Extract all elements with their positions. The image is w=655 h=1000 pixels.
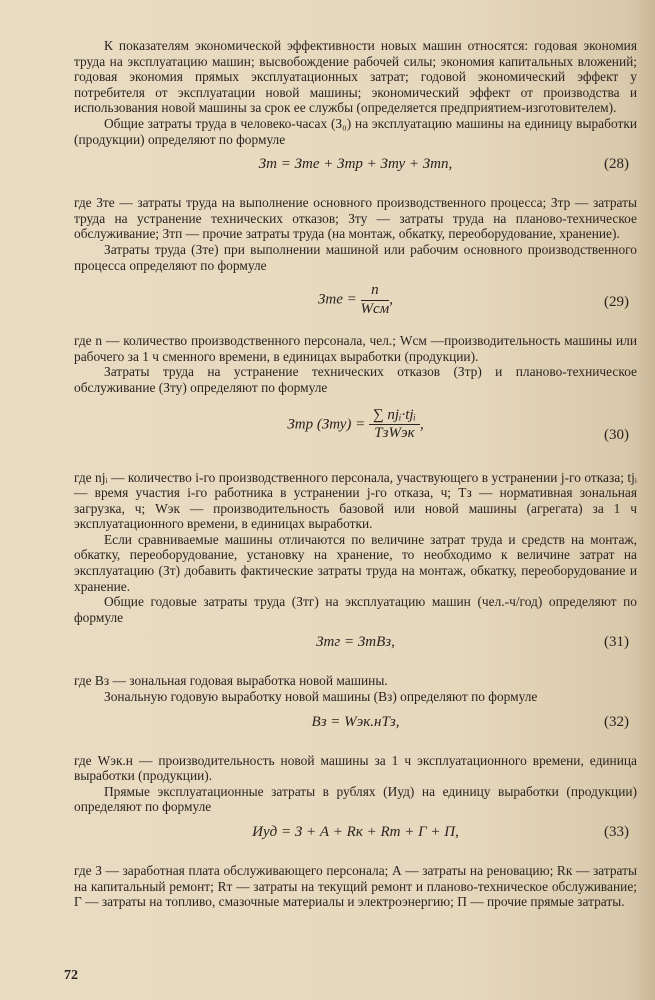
paragraph-main-process: Затраты труда (Зте) при выполнении машиной или рабочим основного производственного процесса определяют по формуле [74, 241, 637, 273]
formula-32-number: (32) [604, 713, 629, 730]
formula-30-lhs: Зтр (Зту) = [287, 416, 366, 433]
formula-30-numerator: ∑ njᵢ·tjᵢ [369, 408, 420, 426]
formula-32-body: Вз = Wэк.нТз, [311, 713, 400, 730]
formula-29-number: (29) [604, 294, 629, 311]
formula-33-number: (33) [604, 824, 629, 840]
formula-29-numerator: n [361, 283, 390, 301]
formula-31-body: Зтг = ЗтВз, [316, 634, 395, 651]
paragraph-zonal-output: Зональную годовую выработку новой машины (Вз) определяют по формуле [104, 689, 538, 705]
paragraph-where-30: где njᵢ — количество i-го производственного персонала, участвующего в устранении j-го отказа; tjᵢ — время участия i-го работника в устранении j-го отказа, ч; Тз — нормативная зональная загрузка, ч; Wэк — производительность базовой или новой машины (агрегата) за 1 ч эксплуатационного времени, в единицах выработки. [74, 469, 637, 532]
formula-29-tail: , [389, 291, 394, 308]
paragraph-compared-machines: Если сравниваемые машины отличаются по величине затрат труда и средств на монтаж, обкатку, переоборудование, установку на хранение, то необходимо к величине затрат на эксплуатацию (Зт) добавить фактические затраты труда на монтаж, обкатку, переоборудование и хранение. [74, 531, 637, 594]
paragraph-annual-labor: Общие годовые затраты труда (Зтг) на эксплуатацию машин (чел.-ч/год) определяют по формуле [74, 594, 637, 625]
paragraph-where-28: где Зте — затраты труда на выполнение основного производственного процесса; Зтр — затраты труда на устранение технических отказов; Зту — затраты труда на планово-техническое обслуживание; Зтп — прочие затраты труда (на монтаж, обкатку, переоборудование, хранение). [74, 195, 637, 242]
page-number: 72 [64, 968, 78, 983]
paragraph-direct-costs: Прямые эксплуатационные затраты в рублях (Иуд) на единицу выработки (продукции) определяют по формуле [74, 783, 637, 815]
formula-30-number: (30) [604, 426, 629, 443]
formula-29-body [74, 283, 637, 317]
paragraph-where-31: где Вз — зональная годовая выработка новой машины. [74, 673, 388, 689]
formula-29-lhs: Зте = [317, 291, 357, 308]
formula-30-body [74, 408, 637, 442]
formula-30-denominator: ТзWэк [374, 425, 415, 442]
formula-32 [74, 715, 637, 745]
formula-29-fraction [361, 283, 390, 317]
paragraph-total-labor: Общие затраты труда в человеко-часах (З₀) на эксплуатацию машины на единицу выработки (продукции) определяют по формуле [74, 115, 637, 147]
formula-29 [74, 283, 637, 325]
formula-28-number: (28) [604, 156, 629, 173]
formula-29-denominator: Wсм [360, 300, 390, 317]
formula-33 [74, 825, 637, 855]
paragraph-where-33: где З — заработная плата обслуживающего персонала; А — затраты на реновацию; Rк — затраты на капитальный ремонт; Rт — затраты на текущий ремонт и планово-техническое обслуживание; Г — затраты на топливо, смазочные материалы и электроэнергию; П — прочие прямые затраты. [74, 863, 637, 910]
formula-31-number: (31) [604, 634, 629, 651]
formula-28 [74, 157, 637, 187]
paragraph-failures: Затраты труда на устранение технических отказов (Зтр) и планово-техническое обслуживание (Зту) определяют по формуле [74, 364, 637, 395]
formula-28-body: Зт = Зте + Зтр + Зту + Зтп, [258, 156, 453, 173]
paragraph-indicators: К показателям экономической эффективности новых машин относятся: годовая экономия труда на эксплуатацию машин; высвобождение рабочей силы; экономия капитальных вложений; годовая экономия прямых эксплуатационных затрат; годовой экономический эффект у потребителя от эксплуатации новой машины; экономический эффект от производства и использования новой машины за срок ее службы (определяется предприятием-изготовителем). [74, 38, 637, 116]
paragraph-where-32: где Wэк.н — производительность новой машины за 1 ч эксплуатационного времени, единица выработки (продукции). [74, 752, 637, 784]
paragraph-where-29: где n — количество производственного персонала, чел.; Wсм —производительность машины или рабочего за 1 ч сменного времени, в единицах выработки (продукции). [74, 333, 637, 364]
formula-31 [74, 635, 637, 665]
formula-30-tail: , [419, 416, 424, 433]
formula-30-fraction [369, 408, 420, 442]
formula-33-body: Иуд = З + А + Rк + Rт + Г + П, [252, 824, 459, 840]
formula-30 [74, 408, 637, 460]
